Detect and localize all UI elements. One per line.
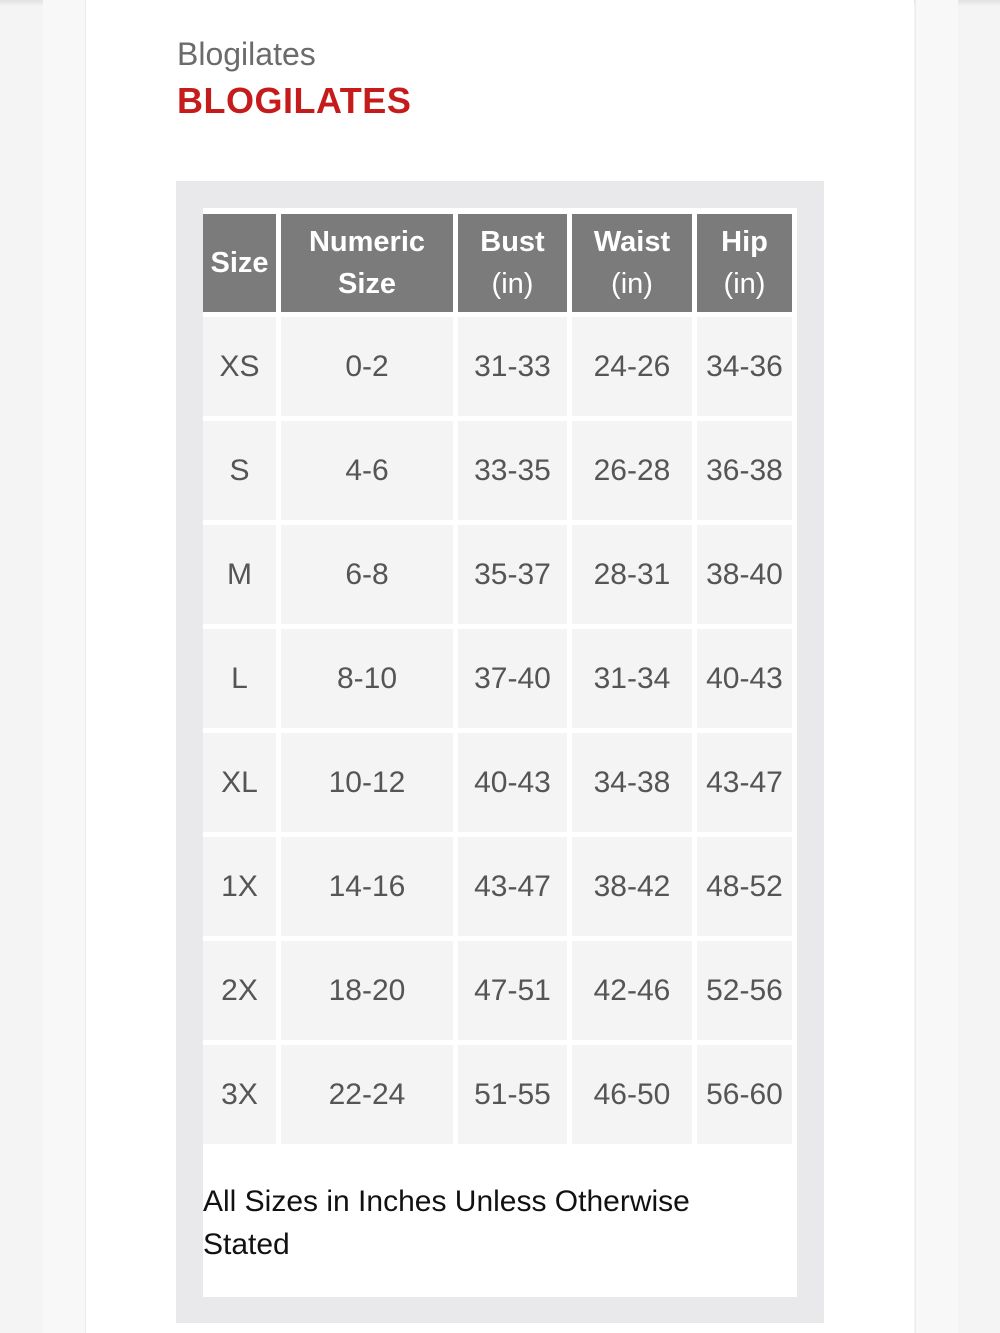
waist-cell: 42-46 xyxy=(572,941,692,1040)
column-header-label: Size xyxy=(210,247,269,279)
hip-cell: 38-40 xyxy=(697,525,792,624)
hip-cell: 48-52 xyxy=(697,837,792,936)
numeric-size-cell: 0-2 xyxy=(281,317,453,416)
right-margin xyxy=(915,0,958,1333)
column-header-numeric-size xyxy=(281,214,453,312)
numeric-size-cell: 8-10 xyxy=(281,629,453,728)
bust-cell: 40-43 xyxy=(458,733,567,832)
table-row xyxy=(203,629,792,728)
waist-cell: 26-28 xyxy=(572,421,692,520)
column-header-hip xyxy=(697,214,792,312)
waist-cell: 31-34 xyxy=(572,629,692,728)
table-header-row xyxy=(203,214,792,312)
hip-cell: 40-43 xyxy=(697,629,792,728)
column-header-unit: (in) xyxy=(491,268,534,300)
table-row xyxy=(203,733,792,832)
size-chart-table xyxy=(198,209,797,1149)
table-row xyxy=(203,1045,792,1144)
column-header-waist xyxy=(572,214,692,312)
column-header-label: Waist xyxy=(593,226,671,258)
column-header-unit: (in) xyxy=(611,268,653,300)
size-cell: XS xyxy=(203,317,276,416)
size-cell: 1X xyxy=(203,837,276,936)
hip-cell: 34-36 xyxy=(697,317,792,416)
brand-name[interactable]: Blogilates xyxy=(177,36,316,72)
bust-cell: 37-40 xyxy=(458,629,567,728)
bust-cell: 31-33 xyxy=(458,317,567,416)
hip-cell: 43-47 xyxy=(697,733,792,832)
column-header-label: Hip xyxy=(721,226,768,258)
table-row xyxy=(203,837,792,936)
hip-cell: 56-60 xyxy=(697,1045,792,1144)
waist-cell: 28-31 xyxy=(572,525,692,624)
column-header-size xyxy=(203,214,276,312)
left-margin xyxy=(43,0,86,1333)
size-chart-note: All Sizes in Inches Unless Otherwise Stated xyxy=(203,1185,690,1261)
numeric-size-cell: 4-6 xyxy=(281,421,453,520)
numeric-size-cell: 22-24 xyxy=(281,1045,453,1144)
bust-cell: 47-51 xyxy=(458,941,567,1040)
hip-cell: 36-38 xyxy=(697,421,792,520)
size-cell: XL xyxy=(203,733,276,832)
waist-cell: 24-26 xyxy=(572,317,692,416)
size-cell: 2X xyxy=(203,941,276,1040)
bust-cell: 33-35 xyxy=(458,421,567,520)
column-header-unit: Size xyxy=(337,268,397,300)
table-row xyxy=(203,525,792,624)
size-cell: M xyxy=(203,525,276,624)
column-header-unit: (in) xyxy=(723,268,766,300)
brand-title[interactable]: BLOGILATES xyxy=(177,80,412,121)
hip-cell: 52-56 xyxy=(697,941,792,1040)
size-cell: L xyxy=(203,629,276,728)
bust-cell: 35-37 xyxy=(458,525,567,624)
bust-cell: 51-55 xyxy=(458,1045,567,1144)
table-row xyxy=(203,941,792,1040)
size-cell: S xyxy=(203,421,276,520)
size-cell: 3X xyxy=(203,1045,276,1144)
numeric-size-cell: 10-12 xyxy=(281,733,453,832)
numeric-size-cell: 6-8 xyxy=(281,525,453,624)
numeric-size-cell: 14-16 xyxy=(281,837,453,936)
waist-cell: 38-42 xyxy=(572,837,692,936)
waist-cell: 46-50 xyxy=(572,1045,692,1144)
table-row xyxy=(203,421,792,520)
column-header-label: Bust xyxy=(480,226,545,258)
waist-cell: 34-38 xyxy=(572,733,692,832)
column-header-bust xyxy=(458,214,567,312)
bust-cell: 43-47 xyxy=(458,837,567,936)
table-row xyxy=(203,317,792,416)
numeric-size-cell: 18-20 xyxy=(281,941,453,1040)
column-header-label: Numeric xyxy=(308,226,426,258)
